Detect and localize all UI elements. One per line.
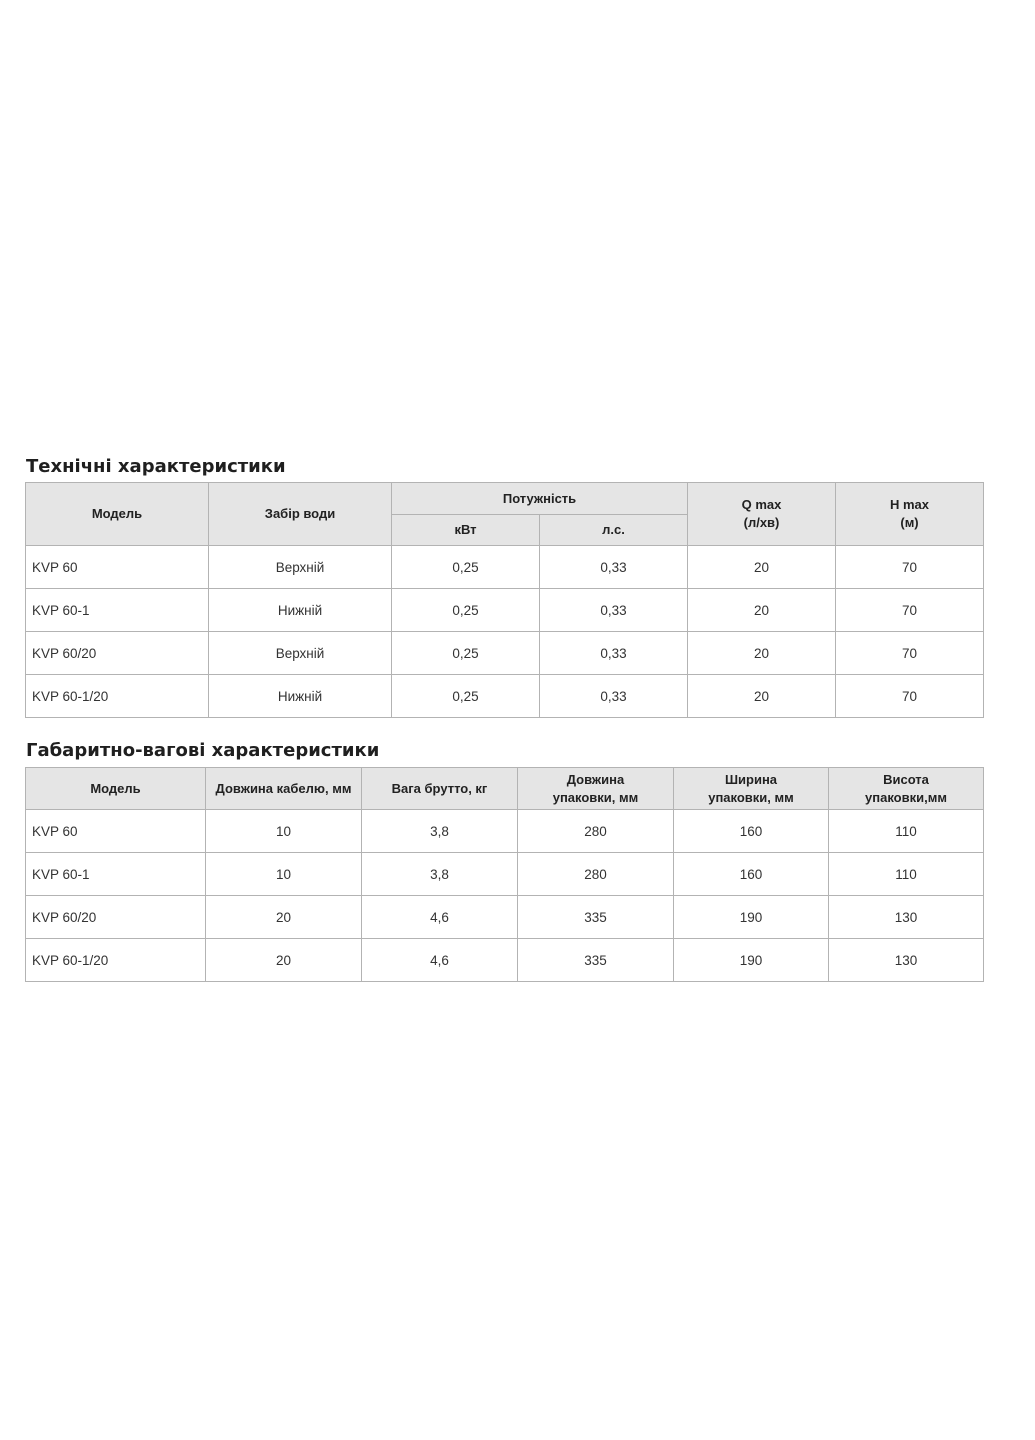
table-row [26,589,984,632]
header-cable-length: Довжина кабелю, мм [206,768,362,810]
cell-q-max: 20 [688,589,836,632]
cell-intake: Верхній [209,546,392,589]
dimension-weight-title: Габаритно-вагові характеристики [26,740,380,761]
cell-gross-weight: 3,8 [362,853,518,896]
header-gross-weight: Вага брутто, кг [362,768,518,810]
header-h-max-line2: (м) [900,515,919,530]
table-row [26,853,984,896]
tech-specs-title: Технічні характеристики [26,456,286,477]
cell-model: KVP 60/20 [26,632,209,675]
cell-h-max: 70 [836,546,984,589]
cell-model: KVP 60/20 [26,896,206,939]
cell-model: KVP 60-1/20 [26,939,206,982]
cell-cable-length: 10 [206,853,362,896]
header-package-width-line1: Ширина [724,771,778,787]
cell-kw: 0,25 [392,632,540,675]
table-row [26,675,984,718]
cell-package-width: 190 [674,939,829,982]
cell-cable-length: 10 [206,810,362,853]
header-power: Потужність [392,483,688,515]
table-row [26,810,984,853]
header-q-max [688,483,836,546]
table-row [26,939,984,982]
header-package-height-line2: упаковки,мм [865,789,947,805]
cell-intake: Верхній [209,632,392,675]
cell-q-max: 20 [688,675,836,718]
cell-package-length: 335 [518,939,674,982]
header-package-length-line2: упаковки, мм [552,789,639,805]
table-row [26,546,984,589]
header-h-max [836,483,984,546]
header-package-width [674,768,829,810]
cell-package-length: 280 [518,810,674,853]
cell-model: KVP 60-1/20 [26,675,209,718]
header-model: Модель [26,768,206,810]
header-q-max-line1: Q max [741,497,782,512]
table-row [26,896,984,939]
header-package-length-line1: Довжина [566,771,625,787]
cell-intake: Нижній [209,589,392,632]
cell-q-max: 20 [688,546,836,589]
cell-model: KVP 60-1 [26,589,209,632]
cell-package-width: 160 [674,810,829,853]
cell-package-width: 190 [674,896,829,939]
header-water-intake: Забір води [209,483,392,546]
cell-package-height: 130 [829,896,984,939]
header-package-height-line1: Висота [883,771,929,787]
cell-h-max: 70 [836,589,984,632]
header-model: Модель [26,483,209,546]
cell-q-max: 20 [688,632,836,675]
cell-hp: 0,33 [540,675,688,718]
header-power-hp: л.с. [540,515,688,546]
cell-kw: 0,25 [392,675,540,718]
cell-gross-weight: 4,6 [362,896,518,939]
dimension-weight-table [25,767,984,982]
cell-package-width: 160 [674,853,829,896]
header-package-height [829,768,984,810]
cell-kw: 0,25 [392,546,540,589]
cell-model: KVP 60-1 [26,853,206,896]
header-power-kw: кВт [392,515,540,546]
table-row [26,632,984,675]
header-h-max-line1: H max [889,497,930,512]
cell-cable-length: 20 [206,939,362,982]
cell-h-max: 70 [836,632,984,675]
tech-specs-table [25,482,984,718]
cell-gross-weight: 4,6 [362,939,518,982]
cell-model: KVP 60 [26,546,209,589]
cell-package-height: 110 [829,853,984,896]
cell-package-height: 110 [829,810,984,853]
cell-hp: 0,33 [540,632,688,675]
header-package-width-line2: упаковки, мм [708,789,794,805]
cell-cable-length: 20 [206,896,362,939]
header-q-max-line2: (л/хв) [743,515,780,530]
cell-model: KVP 60 [26,810,206,853]
cell-intake: Нижній [209,675,392,718]
cell-gross-weight: 3,8 [362,810,518,853]
cell-package-length: 335 [518,896,674,939]
cell-kw: 0,25 [392,589,540,632]
cell-package-height: 130 [829,939,984,982]
cell-package-length: 280 [518,853,674,896]
cell-h-max: 70 [836,675,984,718]
cell-hp: 0,33 [540,589,688,632]
cell-hp: 0,33 [540,546,688,589]
header-package-length [518,768,674,810]
